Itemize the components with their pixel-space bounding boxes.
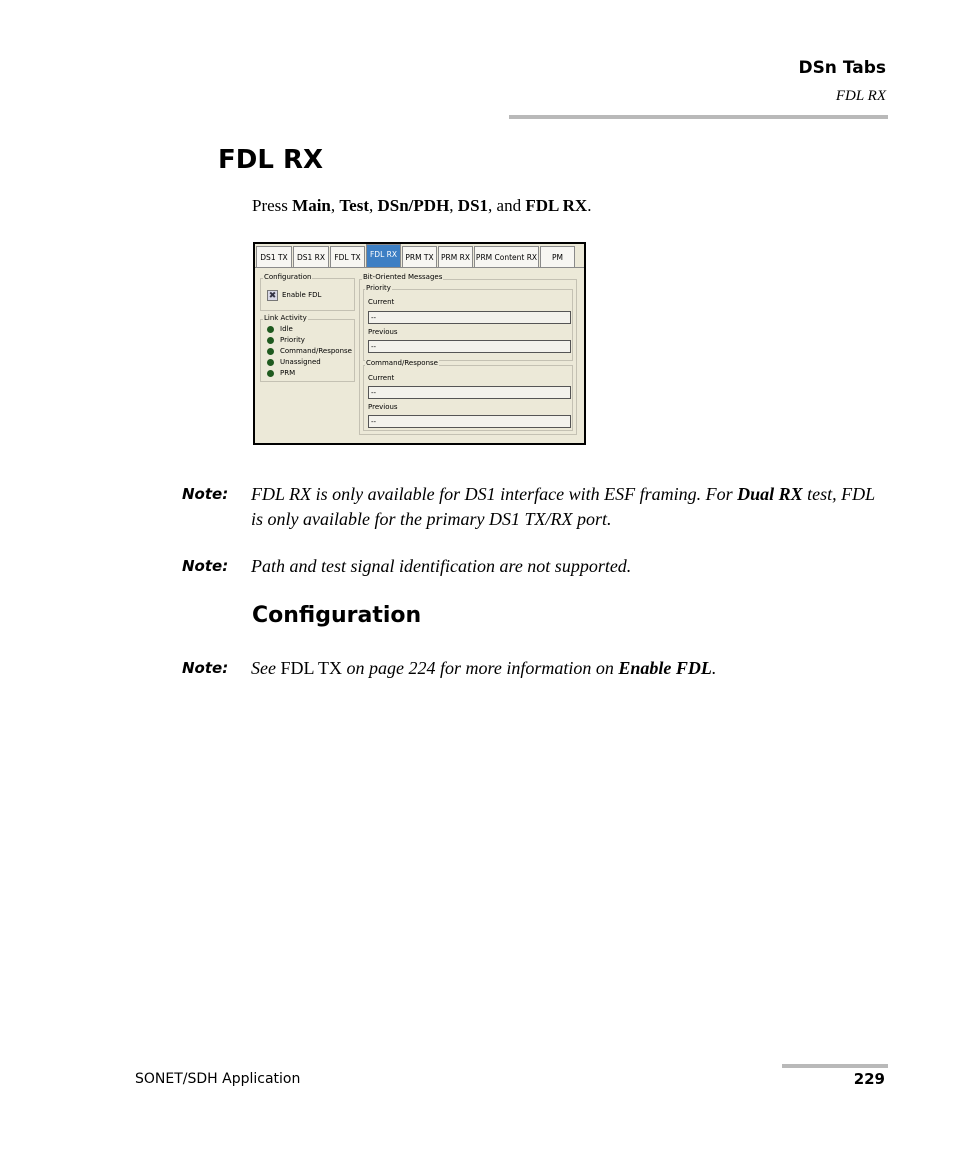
header-rule (509, 115, 888, 119)
menu-test: Test (339, 196, 369, 215)
command-response-label: Command/Response (280, 347, 352, 355)
tab-ds1-tx[interactable]: DS1 TX (256, 246, 292, 267)
tab-fdl-tx[interactable]: FDL TX (330, 246, 365, 267)
footer-manual-title: SONET/SDH Application (135, 1071, 301, 1087)
priority-label: Priority (280, 336, 305, 344)
note-label: Note: (182, 557, 229, 575)
note-see-fdl-tx: See FDL TX on page 224 for more information on Enable FDL. (251, 658, 717, 678)
tab-fdl-rx[interactable]: FDL RX (366, 244, 401, 268)
idle-label: Idle (280, 325, 293, 333)
priority-current-field[interactable]: -- (368, 311, 571, 324)
cr-current-field[interactable]: -- (368, 386, 571, 399)
tab-prm-tx[interactable]: PRM TX (402, 246, 437, 267)
cr-current-label: Current (368, 374, 395, 382)
link-activity-group-title: Link Activity (264, 314, 307, 322)
priority-previous-label: Previous (368, 328, 398, 336)
tab-ds1-rx[interactable]: DS1 RX (293, 246, 329, 267)
idle-led-icon (267, 326, 274, 333)
unassigned-led-icon (267, 359, 274, 366)
note-label: Note: (182, 659, 229, 677)
prm-label: PRM (280, 369, 296, 377)
bit-oriented-messages-title: Bit-Oriented Messages (363, 273, 443, 281)
command-response-group-title: Command/Response (366, 359, 438, 367)
cr-previous-field[interactable]: -- (368, 415, 571, 428)
footer-rule (782, 1064, 888, 1068)
enable-fdl-checkbox[interactable]: ✖ (268, 291, 277, 301)
configuration-group-title: Configuration (264, 273, 312, 281)
menu-main: Main (292, 196, 331, 215)
menu-ds1: DS1 (457, 196, 489, 215)
cr-previous-label: Previous (368, 403, 398, 411)
fdl-rx-screenshot (253, 242, 586, 445)
note-label: Note: (182, 485, 229, 503)
page-number: 229 (853, 1070, 885, 1088)
instruction-text: Press Main, Test, DSn/PDH, DS1, and FDL RX. (252, 196, 592, 215)
tab-baseline (255, 267, 584, 268)
prm-led-icon (267, 370, 274, 377)
command-response-led-icon (267, 348, 274, 355)
tab-pm[interactable]: PM (540, 246, 575, 267)
note-fdl-rx-availability: FDL RX is only available for DS1 interface with ESF framing. For Dual RX test, FDL is only available for the primary DS1 TX/RX port. (251, 484, 875, 529)
tab-prm-content-rx[interactable]: PRM Content RX (474, 246, 539, 267)
enable-fdl-label: Enable FDL (282, 291, 322, 299)
page-title: FDL RX (218, 145, 324, 175)
fdl-tx-link[interactable]: FDL TX (280, 658, 342, 678)
note-path-signal: Path and test signal identification are not supported. (251, 556, 632, 576)
menu-dsn-pdh: DSn/PDH (377, 196, 450, 215)
tab-prm-rx[interactable]: PRM RX (438, 246, 473, 267)
running-header-chapter: DSn Tabs (798, 58, 886, 78)
subsection-title: Configuration (252, 603, 422, 628)
priority-led-icon (267, 337, 274, 344)
running-header-section: FDL RX (835, 88, 886, 104)
priority-current-label: Current (368, 298, 395, 306)
priority-previous-field[interactable]: -- (368, 340, 571, 353)
unassigned-label: Unassigned (280, 358, 321, 366)
priority-group-title: Priority (366, 284, 391, 292)
menu-fdl-rx: FDL RX (525, 196, 588, 215)
